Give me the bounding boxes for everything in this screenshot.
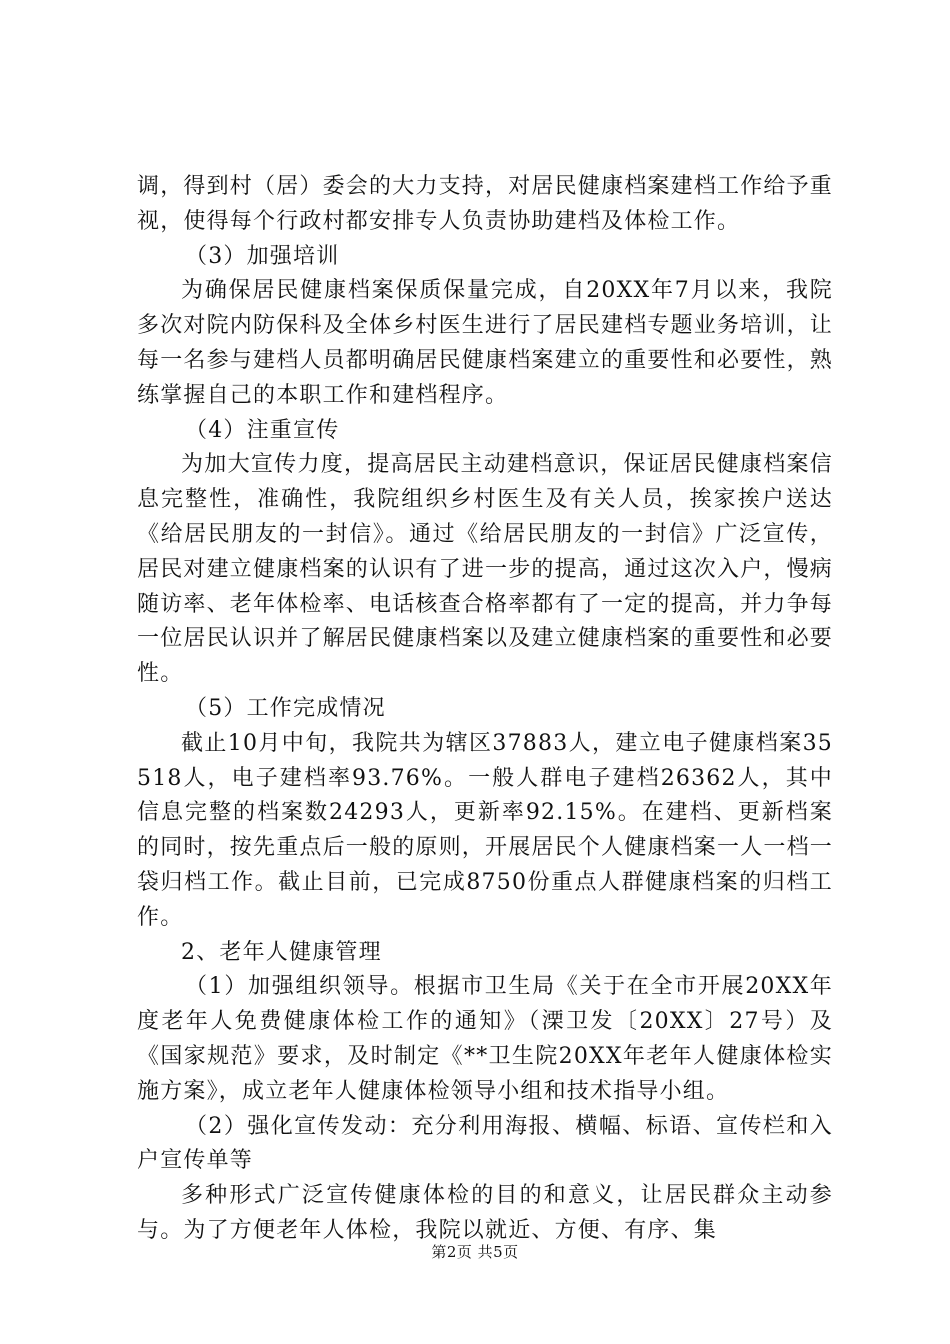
paragraph-mobilization: （2）强化宣传发动：充分利用海报、横幅、标语、宣传栏和入户宣传单等 bbox=[137, 1113, 833, 1174]
paragraph-training: 为确保居民健康档案保质保量完成，自20XX年7月以来，我院多次对院内防保科及全体乡村医生进行了居民建档专题业务培训，让每一名参与建档人员都明确居民健康档案建立的重要性和必要性，熟练掌握自己的本职工作和建档程序。 bbox=[137, 278, 834, 408]
heading-training: （3）加强培训 bbox=[185, 243, 340, 269]
heading-publicity: （4）注重宣传 bbox=[185, 417, 340, 443]
paragraph-publicity: 为加大宣传力度，提高居民主动建档意识，保证居民健康档案信息完整性，准确性，我院组织乡村医生及有关人员，挨家挨户送达《给居民朋友的一封信》。通过《给居民朋友的一封信》广泛宣传，居民对建立健康档案的认识有了进一步的提高，通过这次入户，慢病随访率、老年体检率、电话核查合格率都有了一定的提高，并力争每一位居民认识并了解居民健康档案以及建立健康档案的重要性和必要性。 bbox=[137, 452, 834, 687]
paragraph-forms: 多种形式广泛宣传健康体检的目的和意义，让居民群众主动参与。为了方便老年人体检，我院以就近、方便、有序、集 bbox=[137, 1183, 833, 1243]
document-body bbox=[137, 170, 833, 1249]
heading-elderly-health: 2、老年人健康管理 bbox=[181, 939, 382, 965]
heading-completion: （5）工作完成情况 bbox=[185, 695, 386, 721]
paragraph-continuation: 调，得到村（居）委会的大力支持，对居民健康档案建档工作给予重视，使得每个行政村都安排专人负责协助建档及体检工作。 bbox=[137, 174, 834, 234]
page-number: 第2页 共5页 bbox=[431, 1243, 519, 1261]
paragraph-organization: （1）加强组织领导。根据市卫生局《关于在全市开展20XX年度老年人免费健康体检工作的通知》（溧卫发〔20XX〕27号）及《国家规范》要求，及时制定《**卫生院20XX年老年人健康体检实施方案》，成立老年人健康体检领导小组和技术指导小组。 bbox=[137, 974, 833, 1104]
paragraph-completion: 截止10月中旬，我院共为辖区37883人，建立电子健康档案35518人，电子建档率93.76%。一般人群电子建档26362人，其中信息完整的档案数24293人，更新率92.15%。在建档、更新档案的同时，按先重点后一般的原则，开展居民个人健康档案一人一档一袋归档工作。截止目前，已完成8750份重点人群健康档案的归档工作。 bbox=[137, 730, 834, 930]
